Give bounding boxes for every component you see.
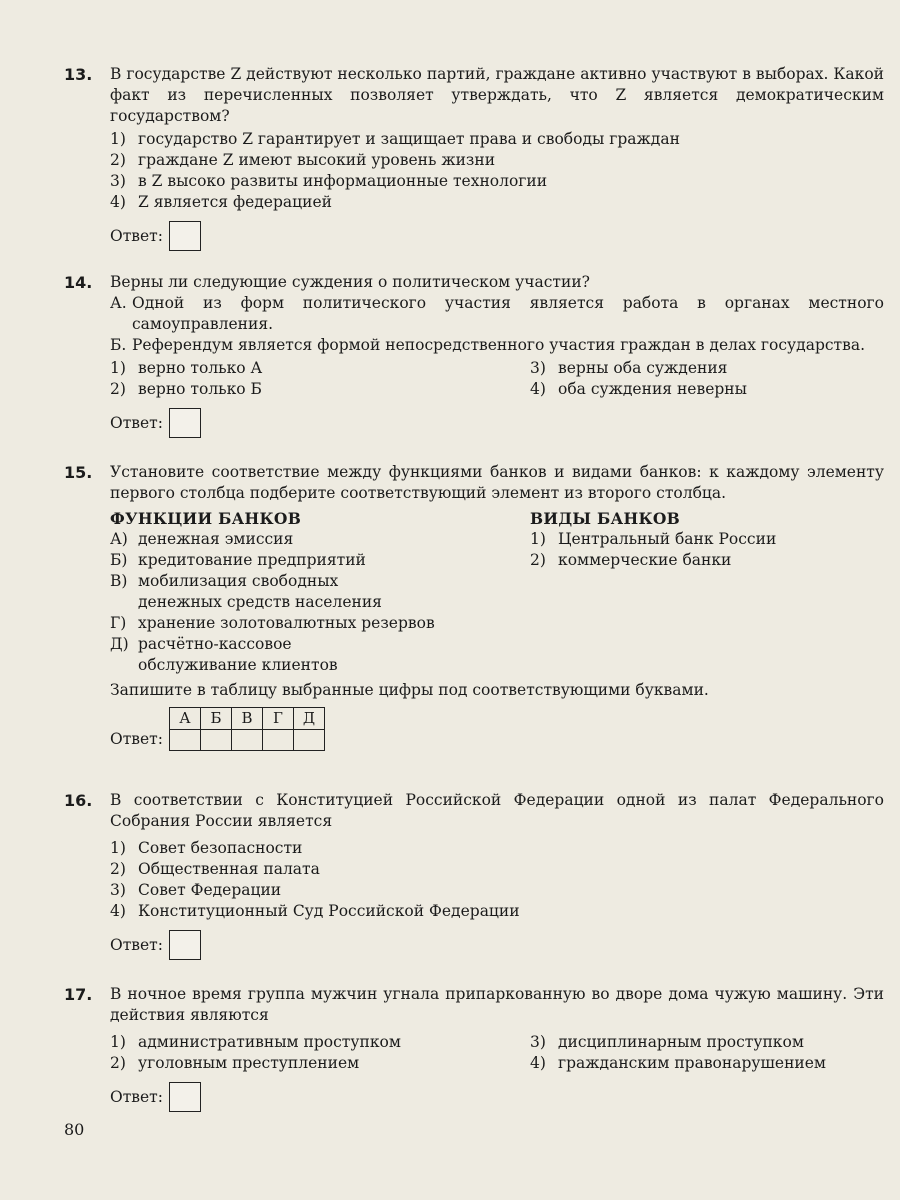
answer-cell[interactable] xyxy=(169,730,200,751)
answer-cell[interactable] xyxy=(200,730,231,751)
answer-cell[interactable] xyxy=(262,730,293,751)
option-3: 3) Совет Федерации xyxy=(110,881,282,899)
answer-row xyxy=(110,707,884,751)
answer-label: Ответ: xyxy=(110,413,163,432)
answer-row xyxy=(110,1082,884,1112)
question-text: В государстве Z действуют несколько партий, граждане активно участвуют в выборах. Какой факт из перечисленных позволяет утверждать, что Z является демократическим государством? xyxy=(110,65,884,125)
options-list xyxy=(110,129,884,213)
bank-functions-column xyxy=(110,508,530,676)
answer-box[interactable] xyxy=(169,221,201,251)
column-heading: ФУНКЦИИ БАНКОВ xyxy=(110,509,302,528)
question-text: В соответствии с Конституцией Российской Федерации одной из палат Федерального Собрания России является xyxy=(110,791,884,830)
function-a: А) денежная эмиссия xyxy=(110,530,294,548)
question-number: 17. xyxy=(64,985,93,1004)
statement-b: Б. Референдум является формой непосредственного участия граждан в делах государства. xyxy=(110,336,866,354)
answer-table-header: Д xyxy=(293,708,324,730)
option-4: 4) Конституционный Суд Российской Федерации xyxy=(110,902,520,920)
option-3: 3) в Z высоко развиты информационные технологии xyxy=(110,172,548,190)
question-15 xyxy=(64,462,884,751)
answer-label: Ответ: xyxy=(110,729,163,748)
options-list xyxy=(110,358,884,400)
question-16 xyxy=(64,790,884,960)
option-2: 2) Общественная палата xyxy=(110,860,320,878)
question-text: Установите соответствие между функциями банков и видами банков: к каждому элементу первого столбца подберите соответствующий элемент из второго столбца. xyxy=(110,463,884,502)
option-2: 2) уголовным преступлением xyxy=(110,1054,360,1072)
answer-table-header: Б xyxy=(200,708,231,730)
answer-box[interactable] xyxy=(169,1082,201,1112)
question-17 xyxy=(64,984,884,1112)
option-1: 1) верно только А xyxy=(110,359,263,377)
question-13 xyxy=(64,64,884,251)
answer-table-header: В xyxy=(231,708,262,730)
answer-label: Ответ: xyxy=(110,226,163,245)
function-b: Б) кредитование предприятий xyxy=(110,551,366,569)
option-1: 1) государство Z гарантирует и защищает права и свободы граждан xyxy=(110,130,680,148)
option-2: 2) верно только Б xyxy=(110,380,262,398)
question-14 xyxy=(64,272,884,438)
question-number: 13. xyxy=(64,65,93,84)
function-g: Г) хранение золотовалютных резервов xyxy=(110,614,435,632)
question-number: 15. xyxy=(64,463,93,482)
option-4: 4) Z является федерацией xyxy=(110,193,332,211)
bank-type-1: 1) Центральный банк России xyxy=(530,530,777,548)
option-3: 3) дисциплинарным проступком xyxy=(530,1033,804,1051)
option-4: 4) гражданским правонарушением xyxy=(530,1054,826,1072)
bank-types-column xyxy=(530,508,890,676)
matching-columns xyxy=(110,508,884,676)
answer-table-header: А xyxy=(169,708,200,730)
answer-table-header: Г xyxy=(262,708,293,730)
question-text: В ночное время группа мужчин угнала припаркованную во дворе дома чужую машину. Эти действия являются xyxy=(110,985,884,1024)
options-list xyxy=(110,1032,884,1074)
option-3: 3) верны оба суждения xyxy=(530,359,728,377)
answer-table xyxy=(169,707,325,751)
question-number: 14. xyxy=(64,273,93,292)
option-1: 1) административным проступком xyxy=(110,1033,401,1051)
function-v: В) мобилизация свободных денежных средств населения xyxy=(110,572,382,611)
answer-box[interactable] xyxy=(169,930,201,960)
answer-row xyxy=(110,930,884,960)
page-number: 80 xyxy=(64,1120,85,1139)
answer-cell[interactable] xyxy=(231,730,262,751)
answer-row xyxy=(110,221,884,251)
column-heading: ВИДЫ БАНКОВ xyxy=(530,509,681,528)
option-1: 1) Совет безопасности xyxy=(110,839,303,857)
bank-type-2: 2) коммерческие банки xyxy=(530,551,732,569)
answer-label: Ответ: xyxy=(110,935,163,954)
option-4: 4) оба суждения неверны xyxy=(530,380,747,398)
statement-a: А. Одной из форм политического участия является работа в органах местного самоуправления. xyxy=(110,294,884,333)
options-list xyxy=(110,838,884,922)
answer-label: Ответ: xyxy=(110,1087,163,1106)
answer-row xyxy=(110,408,884,438)
option-2: 2) граждане Z имеют высокий уровень жизни xyxy=(110,151,496,169)
answer-box[interactable] xyxy=(169,408,201,438)
instruction-text: Запишите в таблицу выбранные цифры под соответствующими буквами. xyxy=(110,681,709,699)
question-number: 16. xyxy=(64,791,93,810)
function-d: Д) расчётно-кассовое обслуживание клиентов xyxy=(110,635,338,674)
question-text: Верны ли следующие суждения о политическом участии? xyxy=(110,273,590,291)
answer-cell[interactable] xyxy=(293,730,324,751)
